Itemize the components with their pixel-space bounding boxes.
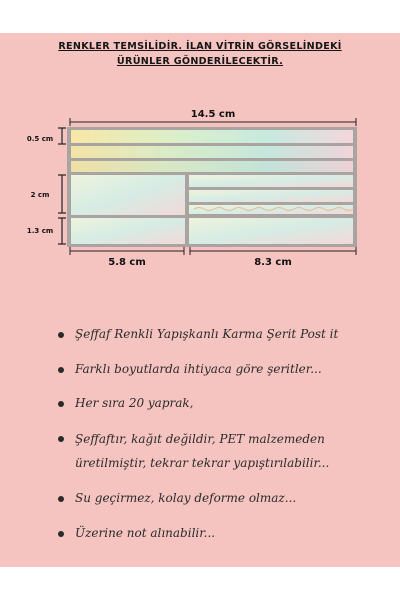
list-item: Şeffaf Renkli Yapışkanlı Karma Şerit Post it <box>58 323 398 345</box>
small-height-label: 1.3 cm <box>26 227 54 235</box>
bullet-icon <box>58 436 64 442</box>
right-width-label: 8.3 cm <box>254 257 292 268</box>
bullet-icon <box>58 332 64 338</box>
thin-height-label: 0.5 cm <box>26 135 54 143</box>
bullet-icon <box>58 531 64 537</box>
medium-height-label: 2 cm <box>30 191 50 199</box>
bullet-icon <box>58 496 64 502</box>
list-item: Farklı boyutlarda ihtiyaca göre şeritler... <box>58 358 398 380</box>
total-width-label: 14.5 cm <box>190 109 236 120</box>
bullet-icon <box>58 367 64 373</box>
bottom-dimension <box>70 247 356 255</box>
list-item: Şeffaftır, kağıt değildir, PET malzemeden üretilmiştir, tekrar tekrar yapıştırılabilir... <box>58 427 398 475</box>
left-width-label: 5.8 cm <box>108 257 146 268</box>
sticky-strips <box>67 127 357 247</box>
left-dimension <box>58 128 66 244</box>
list-item: Her sıra 20 yaprak, <box>58 392 398 414</box>
list-item: Su geçirmez, kolay deforme olmaz... <box>58 487 398 509</box>
list-item: Üzerine not alınabilir... <box>58 522 398 544</box>
feature-list <box>58 323 398 556</box>
notice-text: RENKLER TEMSİLİDİR. İLAN VİTRİN GÖRSELİNDEKİ ÜRÜNLER GÖNDERİLECEKTİR. <box>58 41 342 67</box>
bullet-icon <box>58 401 64 407</box>
